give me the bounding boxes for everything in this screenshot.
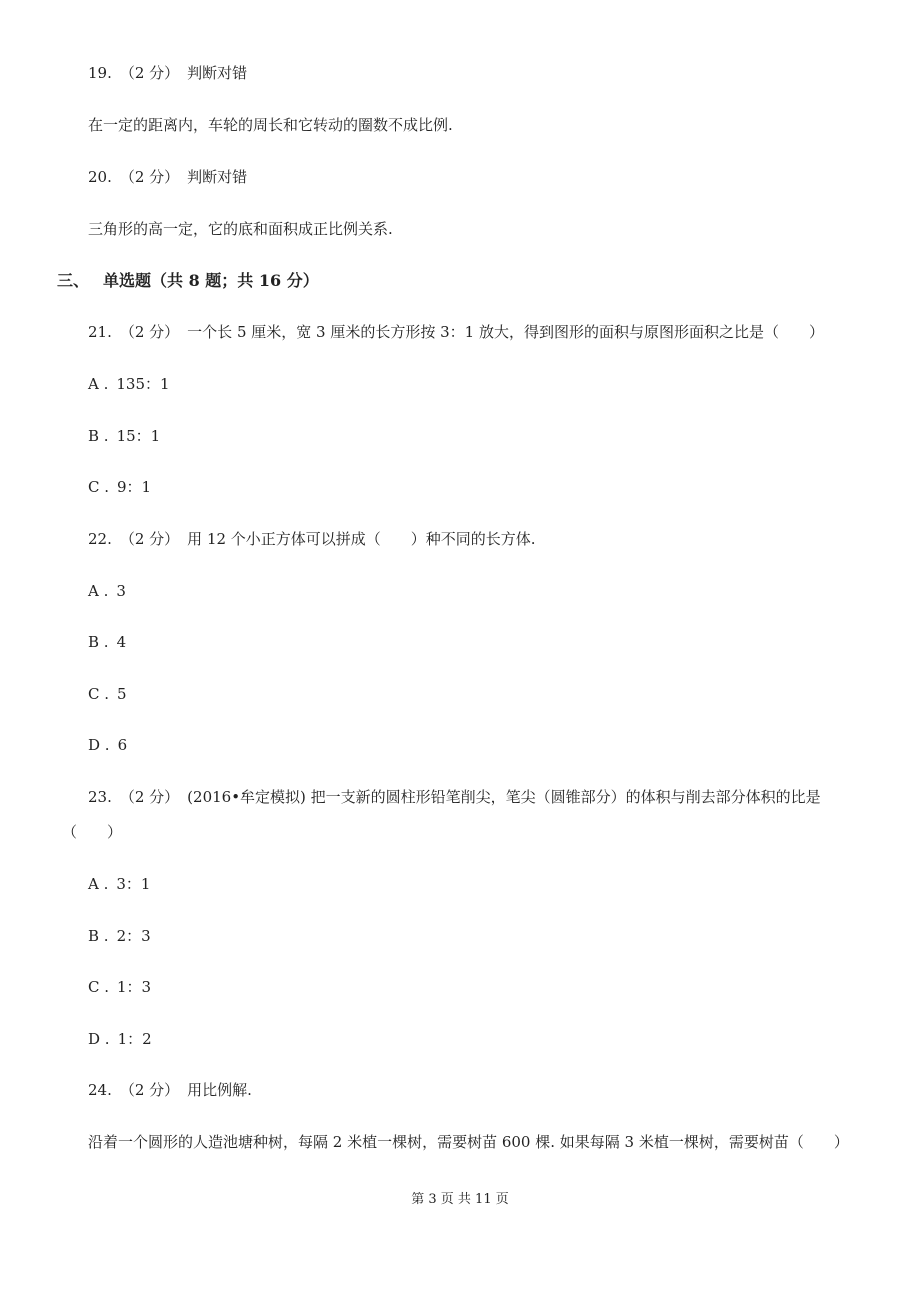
option-label: B .: [88, 427, 109, 445]
question-24-text: 沿着一个圆形的人造池塘种树，每隔 2 米植一棵树，需要树苗 600 棵. 如果每隔 3 米植一棵树，需要树苗（ ）: [88, 1133, 849, 1151]
option-label: A .: [88, 582, 109, 600]
question-23-text-continued: （ ）: [62, 823, 123, 841]
question-score: （2 分）: [119, 64, 180, 82]
question-19-text: 在一定的距离内，车轮的周长和它转动的圈数不成比例.: [88, 116, 453, 134]
option-d[interactable]: [88, 738, 127, 753]
question-20-header: [88, 170, 247, 185]
option-text: 135：1: [116, 375, 170, 393]
option-b[interactable]: [88, 429, 160, 444]
question-23: [88, 790, 821, 805]
question-type: 判断对错: [187, 64, 248, 82]
question-type: 判断对错: [187, 168, 248, 186]
question-21: [88, 325, 824, 340]
option-b[interactable]: [88, 929, 151, 944]
question-score: （2 分）: [119, 323, 180, 341]
option-label: C .: [88, 478, 110, 496]
question-number: 21.: [88, 323, 112, 341]
option-c[interactable]: [88, 480, 151, 495]
option-text: 1：2: [117, 1030, 152, 1048]
question-24-header: [88, 1083, 252, 1098]
option-label: C .: [88, 978, 110, 996]
section-number: 三、: [57, 271, 90, 290]
option-text: 9：1: [117, 478, 152, 496]
option-label: C .: [88, 685, 110, 703]
option-a[interactable]: [88, 377, 170, 392]
option-label: B .: [88, 633, 109, 651]
option-c[interactable]: [88, 687, 127, 702]
option-label: D .: [88, 736, 110, 754]
option-label: A .: [88, 875, 109, 893]
question-text: 一个长 5 厘米，宽 3 厘米的长方形按 3：1 放大，得到图形的面积与原图形面积之比是（ ）: [187, 323, 824, 341]
question-score: （2 分）: [119, 168, 180, 186]
option-a[interactable]: [88, 584, 126, 599]
option-text: 3：1: [116, 875, 151, 893]
page-footer: 第 3 页 共 11 页: [411, 1192, 509, 1207]
option-text: 1：3: [117, 978, 152, 996]
question-number: 24.: [88, 1081, 112, 1099]
question-22: [88, 532, 536, 547]
option-text: 5: [117, 685, 127, 703]
question-20-text: 三角形的高一定，它的底和面积成正比例关系.: [88, 220, 393, 238]
question-number: 19.: [88, 64, 112, 82]
question-number: 23.: [88, 788, 112, 806]
question-score: （2 分）: [119, 530, 180, 548]
section-3-heading: [57, 273, 319, 289]
option-d[interactable]: [88, 1032, 152, 1047]
question-number: 22.: [88, 530, 112, 548]
option-text: 4: [116, 633, 127, 651]
option-text: 2：3: [116, 927, 151, 945]
question-19-header: [88, 66, 247, 81]
option-text: 3: [116, 582, 126, 600]
option-label: B .: [88, 927, 109, 945]
section-title: 单选题（共 8 题；共 16 分）: [103, 271, 319, 290]
question-score: （2 分）: [119, 1081, 180, 1099]
question-text: (2016•牟定模拟) 把一支新的圆柱形铅笔削尖，笔尖（圆锥部分）的体积与削去部分体积的比是: [187, 788, 821, 806]
option-label: D .: [88, 1030, 110, 1048]
option-a[interactable]: [88, 877, 150, 892]
option-c[interactable]: [88, 980, 151, 995]
question-score: （2 分）: [119, 788, 180, 806]
option-text: 15：1: [116, 427, 161, 445]
question-text: 用 12 个小正方体可以拼成（ ）种不同的长方体.: [187, 530, 536, 548]
option-b[interactable]: [88, 635, 126, 650]
question-type: 用比例解.: [187, 1081, 252, 1099]
option-label: A .: [88, 375, 109, 393]
option-text: 6: [117, 736, 128, 754]
question-number: 20.: [88, 168, 112, 186]
